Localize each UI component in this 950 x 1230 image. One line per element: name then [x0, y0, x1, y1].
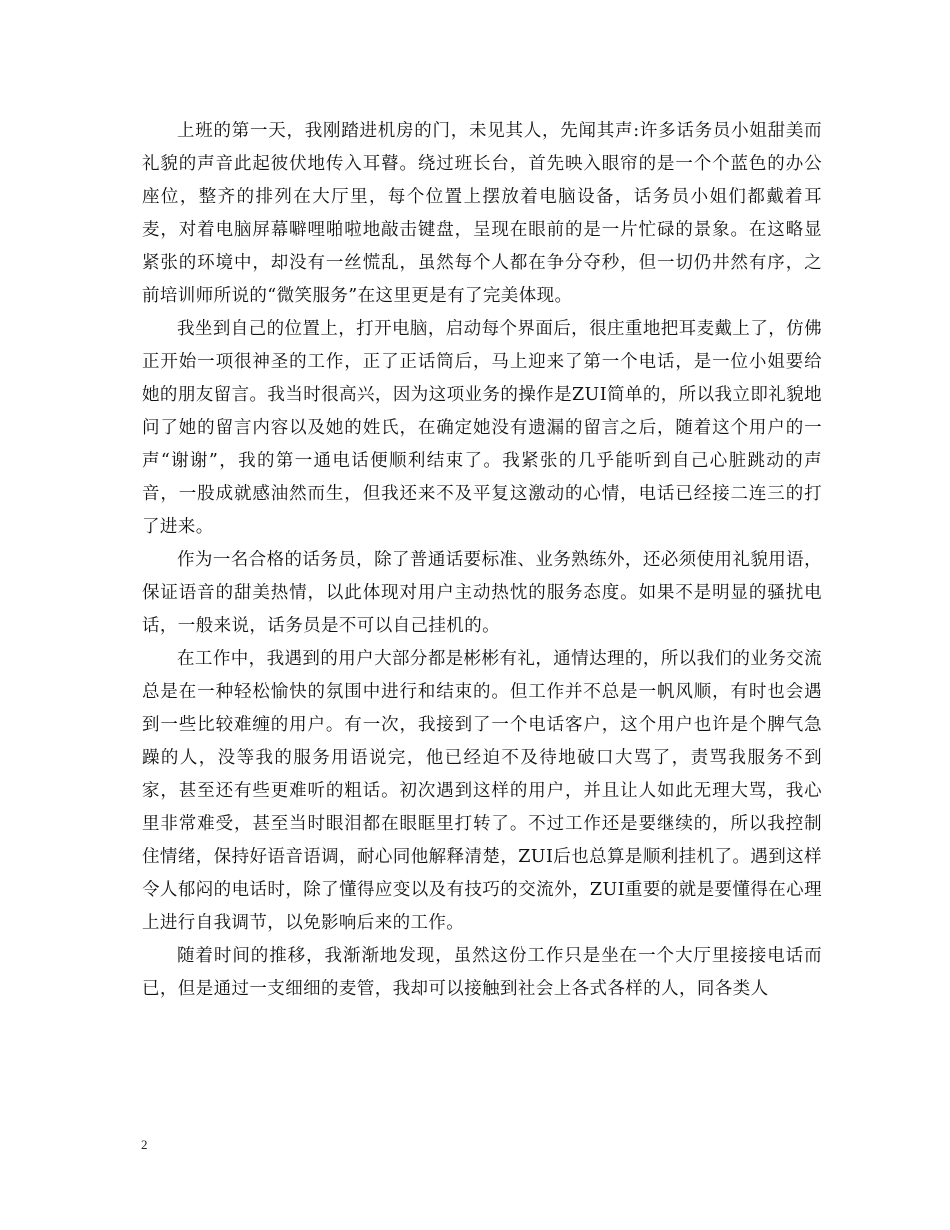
paragraph-1: 上班的第一天，我刚踏进机房的门，未见其人，先闻其声:许多话务员小姐甜美而礼貌的声音此起彼伏地传入耳瞽。绕过班长台，首先映入眼帘的是一个个蓝色的办公座位，整齐的排列在大厅里，每个位置上摆放着电脑设备，话务员小姐们都戴着耳麦，对着电脑屏幕噼哩啪啦地敲击键盘，呈现在眼前的是一片忙碌的景象。在这略显紧张的环境中，却没有一丝慌乱，虽然每个人都在争分夺秒，但一切仍井然有序，之前培训师所说的“微笑服务”在这里更是有了完美体现。 — [142, 121, 822, 306]
paragraph-3: 作为一名合格的话务员，除了普通话要标准、业务熟练外，还必须使用礼貌用语，保证语音的甜美热情，以此体现对用户主动热忱的服务态度。如果不是明显的骚扰电话，一般来说，话务员是不可以自己挂机的。 — [142, 550, 822, 636]
paragraph-2: 我坐到自己的位置上，打开电脑，启动每个界面后，很庄重地把耳麦戴上了，仿佛正开始一项很神圣的工作，正了正话筒后，马上迎来了第一个电话，是一位小姐要给她的朋友留言。我当时很高兴，因为这项业务的操作是ZUI简单的，所以我立即礼貌地问了她的留言内容以及她的姓氏，在确定她没有遗漏的留言之后，随着这个用户的一声“谢谢”，我的第一通电话便顺利结束了。我紧张的几乎能听到自己心脏跳动的声音，一股成就感油然而生，但我还来不及平复这激动的心情，电话已经接二连三的打了进来。 — [142, 319, 822, 537]
page-number: 2 — [141, 1137, 148, 1152]
paragraph-4: 在工作中，我遇到的用户大部分都是彬彬有礼，通情达理的，所以我们的业务交流总是在一种轻松愉快的氛围中进行和结束的。但工作并不总是一帆风顺，有时也会遇到一些比较难缠的用户。有一次，我接到了一个电话客户，这个用户也许是个脾气急躁的人，没等我的服务用语说完，他已经迫不及待地破口大骂了，责骂我服务不到家，甚至还有些更难听的粗话。初次遇到这样的用户，并且让人如此无理大骂，我心里非常难受，甚至当时眼泪都在眼眶里打转了。不过工作还是要继续的，所以我控制住情绪，保持好语音语调，耐心同他解释清楚，ZUI后也总算是顺利挂机了。遇到这样令人郁闷的电话时，除了懂得应变以及有技巧的交流外，ZUI重要的就是要懂得在心理上进行自我调节，以免影响后来的工作。 — [142, 649, 822, 933]
paragraph-5: 随着时间的推移，我渐渐地发现，虽然这份工作只是坐在一个大厅里接接电话而已，但是通过一支细细的麦管，我却可以接触到社会上各式各样的人，同各类人 — [142, 946, 822, 999]
body-text — [142, 115, 822, 1006]
